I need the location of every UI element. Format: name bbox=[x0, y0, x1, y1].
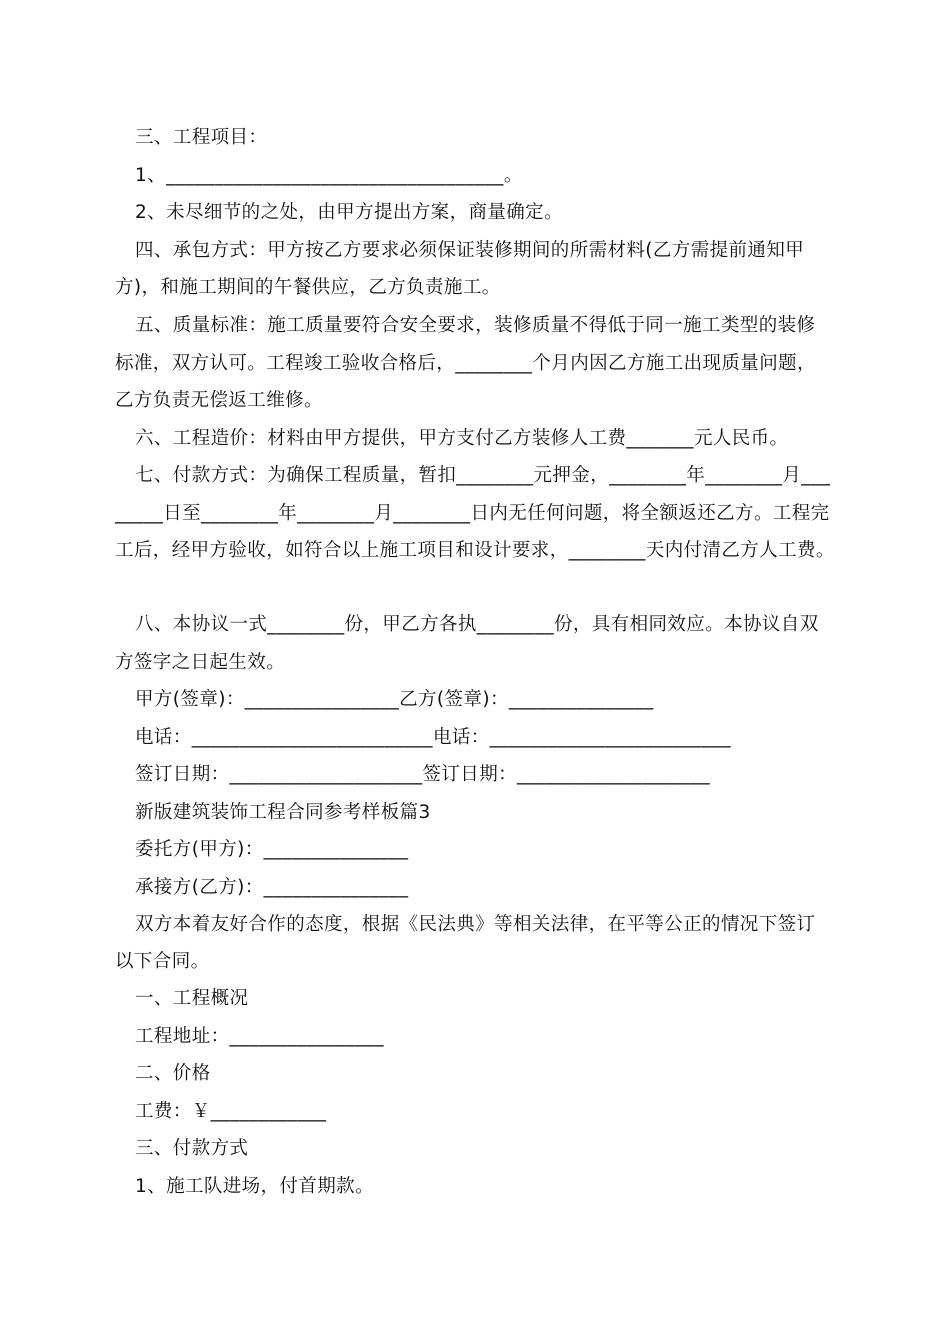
quality-standard-line-2: 标准，双方认可。工程竣工验收合格后，________个月内因乙方施工出现质量问题， bbox=[115, 353, 816, 374]
section-heading-payment: 三、付款方式 bbox=[135, 1138, 249, 1159]
payment-method-line-1: 七、付款方式：为确保工程质量，暂扣________元押金，________年________月___ bbox=[135, 465, 831, 486]
project-item-1: 1、___________________________________。 bbox=[135, 165, 523, 186]
contract-template-title: 新版建筑装饰工程合同参考样板篇3 bbox=[135, 802, 431, 823]
signing-date-line: 签订日期：____________________签订日期：____________________ bbox=[135, 764, 711, 785]
signature-line: 甲方(签章)：________________乙方(签章)：_______________ bbox=[135, 689, 654, 710]
section-heading-price: 二、价格 bbox=[135, 1063, 211, 1084]
quality-standard-line-1: 五、质量标准：施工质量要符合安全要求，装修质量不得低于同一施工类型的装修 bbox=[135, 315, 816, 336]
payment-method-line-3: 工后，经甲方验收，如符合以上施工项目和设计要求，________天内付清乙方人工费。 bbox=[115, 540, 835, 561]
agreement-copies-line-2: 方签字之日起生效。 bbox=[115, 652, 286, 673]
labor-fee-line: 工费：￥____________ bbox=[135, 1101, 327, 1122]
contractor-party-line: 承接方(乙方)：_______________ bbox=[135, 877, 409, 898]
payment-method-line-2: _____日至________年________月________日内无任何问题，将全额返还乙方。工程完 bbox=[115, 503, 830, 524]
phone-line: 电话：_________________________电话：_________________________ bbox=[135, 727, 731, 748]
project-cost-line: 六、工程造价：材料由甲方提供，甲方支付乙方装修人工费_______元人民币。 bbox=[135, 428, 789, 449]
contracting-method-line-2: 方)，和施工期间的午餐供应，乙方负责施工。 bbox=[115, 277, 501, 298]
payment-item-1: 1、施工队进场，付首期款。 bbox=[135, 1176, 374, 1197]
client-party-line: 委托方(甲方)：_______________ bbox=[135, 839, 409, 860]
preamble-line-1: 双方本着友好合作的态度，根据《民法典》等相关法律，在平等公正的情况下签订 bbox=[135, 914, 816, 935]
agreement-copies-line-1: 八、本协议一式________份，甲乙方各执________份，具有相同效应。本协议自双 bbox=[135, 614, 819, 635]
contracting-method-line-1: 四、承包方式：甲方按乙方要求必须保证装修期间的所需材料(乙方需提前通知甲 bbox=[135, 240, 805, 261]
preamble-line-2: 以下合同。 bbox=[115, 951, 210, 972]
project-address-line: 工程地址：________________ bbox=[135, 1026, 384, 1047]
project-item-2: 2、未尽细节的之处，由甲方提出方案，商量确定。 bbox=[135, 202, 563, 223]
section-heading-project-overview: 一、工程概况 bbox=[135, 988, 249, 1009]
quality-standard-line-3: 乙方负责无偿返工维修。 bbox=[115, 390, 323, 411]
section-heading-project-items: 三、工程项目： bbox=[135, 127, 268, 148]
